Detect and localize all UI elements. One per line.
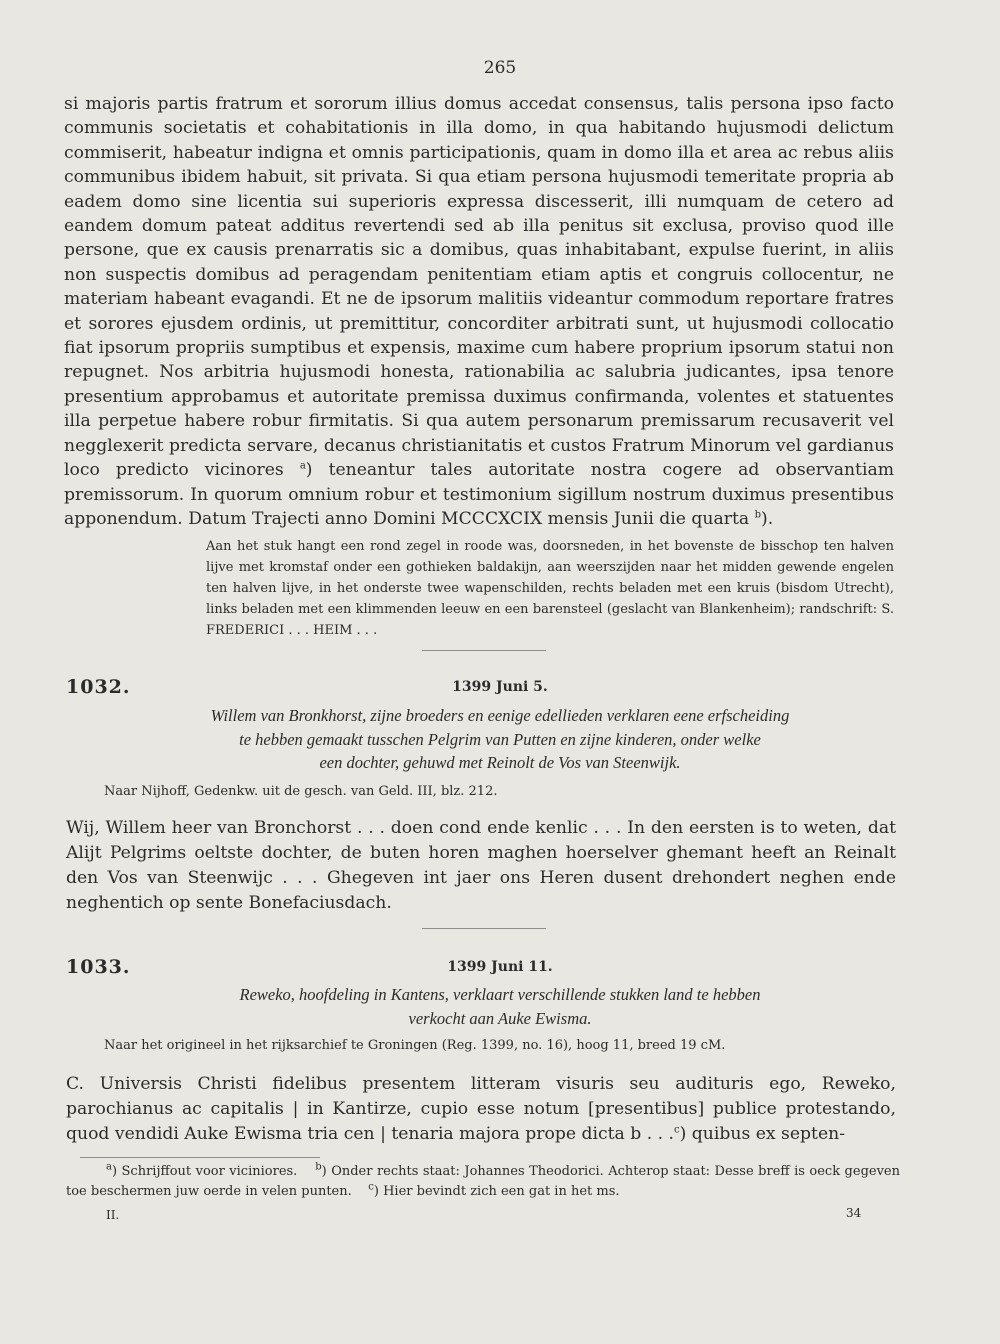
charter-text-continued: si majoris partis fratrum et sororum illius domus accedat consensus, talis persona ipso facto communis societatis et cohabitationis in illa domo, in qua habitando hujusmodi delictum commiserit, habeatur indigna et omnis participationis, quam in domo illa et area ac rebus aliis communibus ibidem habuit, sit privata. Si qua etiam persona hujusmodi temeritate propria ab eadem domo sine licentia sui superioris expressa discesserit, illi numquam de cetero ad eandem domum pateat additus revertendi sed ab illa penitus sit exclusa, proviso quod ille persone, que ex causis prenarratis sic a domibus, quas inhabitabant, expulse fuerint, in aliis non suspectis domibus ad peragendam penitentiam etiam aptis et congruis collocentur, ne materiam habeant evagandi. Et ne de ipsorum malitiis videantur commodum reportare fratres et sorores ejusdem ordinis, ut premittitur, concorditer arbitrati sunt, ut hujusmodi collocatio fiat ipsorum propriis sumptibus et expensis, maxime cum habere proprium ipsorum statui non repugnet. Nos arbitria hujusmodi honesta, rationabilia ac salubria judicantes, ipsa tenore presentium approbamus et autoritate premissa duximus confirmanda, volentes et statuentes illa perpetue habere robur firmitatis. Si qua autem personarum premissarum recusaverit vel negglexerit predicta servare, decanus christianitatis et custos Fratrum Minorum vel gardianus loco predicto vicinores $^a$) teneantur tales autoritate nostra cogere ad observantiam premissorum. In quorum omnium robur et testimonium sigillum nostrum duximus presentibus apponendum. Datum Trajecti anno Domini MCCCXCIX mensis Junii die quarta $^b$). [64, 94, 894, 529]
signature-mark: II. [106, 1208, 120, 1222]
seal-description: Aan het stuk hangt een rond zegel in roode was, doorsneden, in het bovenste de bisschop ten halven lijve met kromstaf onder een gothieken baldakijn, aan weerszijden naar het midden gewende engelen ten halven lijve, in het onderste twee wapenschilden, rechts beladen met een kruis (bisdom Utrecht), links beladen met een klimmenden leeuw en een barensteel (geslacht van Blankenheim); randschrift: S. FREDERICI . . . HEIM . . . [206, 539, 894, 638]
summary-line: Reweko, hoofdeling in Kantens, verklaart verschillende stukken land te hebben [239, 985, 761, 1004]
section-divider [422, 650, 546, 651]
section-divider [422, 928, 546, 929]
charter-number: 1032. [66, 676, 131, 698]
charter-text-end: ) quibus ex septen- [679, 1124, 846, 1144]
signature-number: 34 [846, 1206, 862, 1220]
footnote-mark: a [106, 1161, 112, 1173]
charter-text-body: C. Universis Christi fidelibus presentem litteram visuris seu audituris ego, Reweko, parochianus ac capitalis | in Kantirze, cupio esse notum [presentibus] publice protestando, quod vendidi Auke Ewisma tria cen | tenaria majora prope dicta b . . . [66, 1074, 896, 1144]
charter-text: Wij, Willem heer van Bronchorst . . . doen cond ende kenlic . . . In den eersten is to weten, dat Alijt Pelgrims oeltste dochter, de buten horen maghen hoerselver ghemant heeft an Reinalt den Vos van Steenwijc . . . Ghegeven int jaer ons Heren dusent drehondert neghen ende neghentich op sente Bonefaciusdach. [66, 818, 896, 913]
footnote-ab [66, 1162, 900, 1202]
charter-summary [100, 704, 900, 775]
footnotes [66, 1162, 900, 1202]
footnote-text: ) Onder rechts staat: Johannes Theodorici. Achterop staat: Desse breff is oeck gegeven toe beschermen juw oerde in velen punten. [66, 1164, 901, 1199]
footnote-rule [80, 1157, 320, 1158]
footnote-ref-b: b [754, 509, 761, 521]
charter-date: 1399 Juni 5. [452, 679, 548, 695]
summary-line: te hebben gemaakt tusschen Pelgrim van Putten en zijne kinderen, onder welke [239, 729, 761, 749]
footnote-mark: b [315, 1161, 322, 1173]
paragraph-text-continued: teneantur tales autoritate nostra cogere ad observantiam premissorum. In quorum omnium robur et testimonium sigillum nostrum duximus presentibus apponendum. Datum Trajecti anno Domini MCCCXCIX mensis Junii die quarta [64, 460, 894, 529]
charter-source: Naar het origineel in het rijksarchief te Groningen (Reg. 1399, no. 16), hoog 11, breed 19 cM. [104, 1038, 726, 1053]
footnote-mark: c [368, 1181, 374, 1193]
footnote-ref-a: a [299, 460, 306, 472]
paragraph-end: ). [761, 508, 774, 529]
footnote-text: ) Hier bevindt zich een gat in het ms. [373, 1184, 620, 1199]
charter-number: 1033. [66, 956, 131, 978]
summary-line: Willem van Bronkhorst, zijne broeders en eenige edellieden verklaren eene erfscheiding [210, 706, 790, 725]
charter-source: Naar Nijhoff, Gedenkw. uit de gesch. van Geld. III, blz. 212. [104, 784, 498, 799]
charter-date: 1399 Juni 11. [447, 959, 553, 975]
summary-line: verkocht aan Auke Ewisma. [408, 1008, 592, 1028]
summary-line: een dochter, gehuwd met Reinolt de Vos van Steenwijk. [319, 753, 681, 772]
charter-text [66, 1072, 896, 1147]
footnote-ref-c: c [674, 1124, 680, 1136]
page-number: 265 [483, 58, 517, 78]
charter-summary [100, 983, 900, 1030]
paragraph-text: si majoris partis fratrum et sororum illius domus accedat consensus, talis persona ipso facto communis societatis et cohabitationis in illa domo, in qua habitando hujusmodi delictum commiserit, habeatur indigna et omnis participationis, quam in domo illa et area ac rebus aliis communibus ibidem habuit, sit privata. Si qua etiam persona hujusmodi temeritate propria ab eadem domo sine licentia sui superioris expressa discesserit, illi numquam de cetero ad eandem domum pateat additus revertendi sed ab illa penitus sit exclusa, proviso quod ille persone, que ex causis prenarratis sic a domibus, quas inhabitabant, expulse fuerint, in aliis non suspectis domibus ad peragendam penitentiam etiam aptis et congruis collocentur, ne materiam habeant evagandi. Et ne de ipsorum malitiis videantur commodum reportare fratres et sorores ejusdem ordinis, ut premittitur, concorditer arbitrati sunt, ut hujusmodi collocatio fiat ipsorum propriis sumptibus et expensis, maxime cum habere proprium ipsorum statui non repugnet. Nos arbitria hujusmodi honesta, rationabilia ac salubria judicantes, ipsa tenore presentium approbamus et autoritate premissa duximus confirmanda, volentes et statuentes illa perpetue habere robur firmitatis. Si qua autem personarum premissarum recusaverit vel negglexerit predicta servare, decanus christianitatis et custos Fratrum Minorum vel gardianus loco predicto vicinores [64, 94, 894, 481]
footnote-text: ) Schrijffout voor viciniores. [111, 1164, 298, 1179]
